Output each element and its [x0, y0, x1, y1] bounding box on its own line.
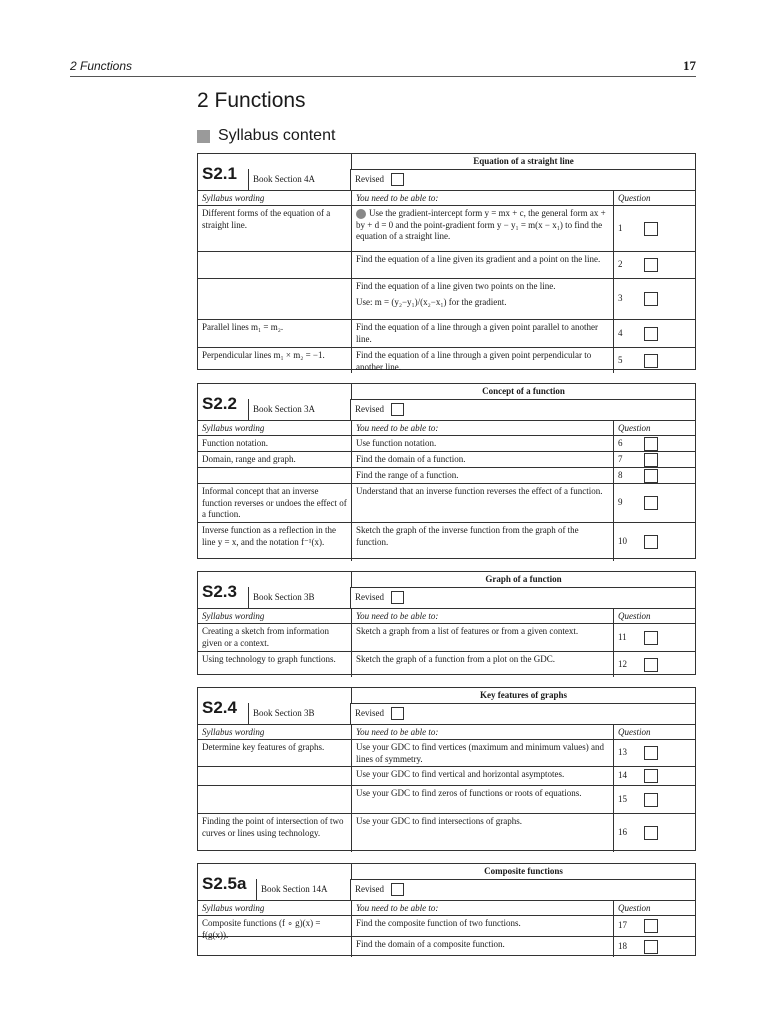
wording-cell: Using technology to graph functions.: [202, 654, 336, 664]
question-cell: [613, 279, 695, 319]
page-number: 17: [683, 58, 696, 73]
col-question: Question: [613, 725, 695, 739]
question-number: 9: [618, 497, 623, 508]
question-number: 13: [618, 747, 627, 758]
col-you-need: You need to be able to:: [351, 725, 613, 739]
question-cell: [613, 624, 695, 651]
question-cell: [613, 814, 695, 852]
table-row: [198, 740, 695, 767]
wording-cell: [198, 786, 351, 813]
question-cell: [613, 484, 695, 522]
heading-square-icon: [197, 130, 210, 143]
book-section: Book Section 14A: [256, 879, 351, 900]
question-checkbox[interactable]: [644, 769, 658, 783]
revised-field: [351, 879, 404, 900]
question-checkbox[interactable]: [644, 327, 658, 341]
question-checkbox[interactable]: [644, 631, 658, 645]
need-cell: Find the equation of a line through a given point parallel to another line.: [351, 320, 613, 347]
col-syllabus-wording: Syllabus wording: [202, 423, 265, 433]
table-row: [198, 436, 695, 452]
need-cell: Find the range of a function.: [351, 468, 613, 483]
need-cell: Use your GDC to find vertical and horizontal asymptotes.: [351, 767, 613, 785]
wording-cell: [198, 252, 351, 278]
question-number: 1: [618, 222, 623, 233]
question-number: 14: [618, 770, 627, 781]
book-section: Book Section 4A: [248, 169, 351, 190]
revised-checkbox[interactable]: [391, 403, 404, 416]
wording-cell: Finding the point of intersection of two curves or lines using technology.: [202, 816, 344, 838]
question-number: 3: [618, 293, 623, 304]
section-header: [198, 864, 695, 901]
question-checkbox[interactable]: [644, 292, 658, 306]
col-syllabus-wording: Syllabus wording: [202, 611, 265, 621]
question-number: 7: [618, 453, 623, 464]
question-number: 4: [618, 327, 623, 338]
need-cell: [351, 279, 613, 319]
question-cell: [613, 436, 695, 451]
revised-field: [351, 703, 404, 724]
wording-cell: Creating a sketch from information given or a context.: [202, 626, 329, 648]
question-checkbox[interactable]: [644, 453, 658, 467]
book-section: Book Section 3B: [248, 703, 351, 724]
section-s2-1: [197, 153, 696, 370]
revised-label: Revised: [355, 708, 384, 718]
revised-label: Revised: [355, 884, 384, 894]
question-checkbox[interactable]: [644, 437, 658, 451]
need-cell: Understand that an inverse function reverses the effect of a function.: [351, 484, 613, 522]
column-labels: [198, 191, 695, 206]
question-checkbox[interactable]: [644, 258, 658, 272]
question-cell: [613, 523, 695, 561]
question-number: 15: [618, 793, 627, 804]
col-you-need: You need to be able to:: [351, 901, 613, 915]
need-cell: Find the equation of a line through a given point perpendicular to another line.: [351, 348, 613, 373]
col-you-need: You need to be able to:: [351, 421, 613, 435]
table-row: [198, 452, 695, 468]
revised-checkbox[interactable]: [391, 707, 404, 720]
wording-cell: [198, 937, 351, 957]
wording-cell: Parallel lines m₁ = m₂.: [202, 322, 284, 332]
section-title: Graph of a function: [351, 572, 695, 588]
question-number: 11: [618, 631, 627, 642]
section-header: [198, 384, 695, 421]
column-labels: [198, 901, 695, 916]
section-heading: [197, 127, 335, 145]
book-section: Book Section 3B: [248, 587, 351, 608]
table-row: [198, 206, 695, 252]
section-title: Composite functions: [351, 864, 695, 880]
section-code: S2.4: [202, 698, 237, 717]
need-cell: Sketch the graph of the inverse function from the graph of the function.: [351, 523, 613, 561]
question-checkbox[interactable]: [644, 658, 658, 672]
revised-checkbox[interactable]: [391, 591, 404, 604]
wording-cell: Function notation.: [202, 438, 268, 448]
question-number: 16: [618, 827, 627, 838]
wording-cell: Domain, range and graph.: [202, 454, 296, 464]
question-cell: [613, 468, 695, 483]
wording-cell: [198, 767, 351, 785]
column-labels: [198, 609, 695, 624]
table-row: [198, 348, 695, 373]
table-row: [198, 320, 695, 348]
question-number: 5: [618, 354, 623, 365]
section-header: [198, 154, 695, 191]
question-number: 17: [618, 920, 627, 931]
table-row: [198, 624, 695, 652]
section-s2-4: [197, 687, 696, 851]
need-cell: Use your GDC to find intersections of graphs.: [351, 814, 613, 852]
question-cell: [613, 652, 695, 677]
question-checkbox[interactable]: [644, 940, 658, 954]
need-cell: Find the domain of a function.: [351, 452, 613, 467]
wording-cell: Composite functions (f ∘ g)(x) = f(g(x)).: [202, 918, 321, 940]
wording-cell: Inverse function as a reflection in the line y = x, and the notation f⁻¹(x).: [202, 525, 336, 547]
question-cell: [613, 252, 695, 278]
col-you-need: You need to be able to:: [351, 191, 613, 205]
col-syllabus-wording: Syllabus wording: [202, 193, 265, 203]
question-checkbox[interactable]: [644, 222, 658, 236]
col-question: Question: [613, 421, 695, 435]
question-number: 10: [618, 536, 627, 547]
question-number: 18: [618, 941, 627, 952]
question-checkbox[interactable]: [644, 746, 658, 760]
revised-field: [351, 169, 404, 190]
table-row: [198, 937, 695, 957]
table-row: [198, 523, 695, 561]
question-cell: [613, 767, 695, 785]
section-title: Equation of a straight line: [351, 154, 695, 170]
table-row: [198, 484, 695, 523]
section-code: S2.5a: [202, 874, 247, 893]
table-row: [198, 468, 695, 484]
column-labels: [198, 421, 695, 436]
table-row: [198, 916, 695, 940]
section-s2-5a: [197, 863, 696, 956]
revised-label: Revised: [355, 404, 384, 414]
question-number: 12: [618, 658, 627, 669]
need-cell: Use function notation.: [351, 436, 613, 451]
revised-field: [351, 399, 404, 420]
need-cell: Find the equation of a line given its gradient and a point on the line.: [351, 252, 613, 278]
need-cell: [351, 206, 613, 251]
table-row: [198, 252, 695, 279]
question-cell: [613, 740, 695, 766]
question-cell: [613, 786, 695, 813]
section-code: S2.1: [202, 164, 237, 183]
question-cell: [613, 937, 695, 957]
question-cell: [613, 452, 695, 467]
question-cell: [613, 916, 695, 936]
section-s2-2: [197, 383, 696, 559]
revised-checkbox[interactable]: [391, 173, 404, 186]
column-labels: [198, 725, 695, 740]
need-text: Use the gradient-intercept form y = mx + c, the general form ax + by + d = 0 and the point-gradient form y − y₁ = m(x − x₁) to find the equation of a straight line.: [356, 208, 606, 241]
section-header: [198, 572, 695, 609]
question-checkbox[interactable]: [644, 469, 658, 483]
question-checkbox[interactable]: [644, 793, 658, 807]
need-cell: Find the composite function of two functions.: [351, 916, 613, 936]
col-syllabus-wording: Syllabus wording: [202, 727, 265, 737]
section-code: S2.2: [202, 394, 237, 413]
wording-cell: Perpendicular lines m₁ × m₂ = −1.: [202, 350, 325, 360]
question-number: 8: [618, 469, 623, 480]
running-header: [70, 58, 696, 77]
need-cell: Find the domain of a composite function.: [351, 937, 613, 957]
wording-cell: [198, 279, 351, 319]
need-cell: Use your GDC to find zeros of functions or roots of equations.: [351, 786, 613, 813]
section-s2-3: [197, 571, 696, 675]
table-row: [198, 652, 695, 677]
question-checkbox[interactable]: [644, 919, 658, 933]
revised-checkbox[interactable]: [391, 883, 404, 896]
question-checkbox[interactable]: [644, 535, 658, 549]
section-code: S2.3: [202, 582, 237, 601]
wording-cell: Informal concept that an inverse function reverses or undoes the effect of a function.: [202, 486, 347, 519]
wording-cell: [198, 468, 351, 483]
col-question: Question: [613, 901, 695, 915]
section-heading-text: Syllabus content: [218, 127, 336, 144]
question-number: 6: [618, 437, 623, 448]
need-text: Find the equation of a line given two points on the line.: [356, 281, 556, 291]
section-title: Concept of a function: [351, 384, 695, 400]
question-checkbox[interactable]: [644, 826, 658, 840]
revised-label: Revised: [355, 592, 384, 602]
need-cell: Sketch the graph of a function from a plot on the GDC.: [351, 652, 613, 677]
book-section: Book Section 3A: [248, 399, 351, 420]
col-you-need: You need to be able to:: [351, 609, 613, 623]
need-text-formula: Use: m = (y₂−y₁)/(x₂−x₁) for the gradient.: [356, 296, 507, 307]
section-title: Key features of graphs: [351, 688, 695, 704]
question-cell: [613, 206, 695, 251]
revised-field: [351, 587, 404, 608]
col-question: Question: [613, 191, 695, 205]
table-row: [198, 814, 695, 852]
question-number: 2: [618, 259, 623, 270]
question-checkbox[interactable]: [644, 354, 658, 368]
wording-cell: Different forms of the equation of a straight line.: [202, 208, 331, 230]
col-question: Question: [613, 609, 695, 623]
table-row: [198, 767, 695, 786]
wording-cell: Determine key features of graphs.: [202, 742, 325, 752]
question-checkbox[interactable]: [644, 496, 658, 510]
gdc-icon: [356, 209, 366, 219]
question-cell: [613, 348, 695, 373]
revised-label: Revised: [355, 174, 384, 184]
section-header: [198, 688, 695, 725]
running-title: 2 Functions: [70, 59, 133, 73]
need-cell: Sketch a graph from a list of features or from a given context.: [351, 624, 613, 651]
question-cell: [613, 320, 695, 347]
table-row: [198, 786, 695, 814]
col-syllabus-wording: Syllabus wording: [202, 903, 265, 913]
need-cell: Use your GDC to find vertices (maximum and minimum values) and lines of symmetry.: [351, 740, 613, 766]
chapter-title: 2 Functions: [197, 89, 306, 112]
table-row: [198, 279, 695, 320]
